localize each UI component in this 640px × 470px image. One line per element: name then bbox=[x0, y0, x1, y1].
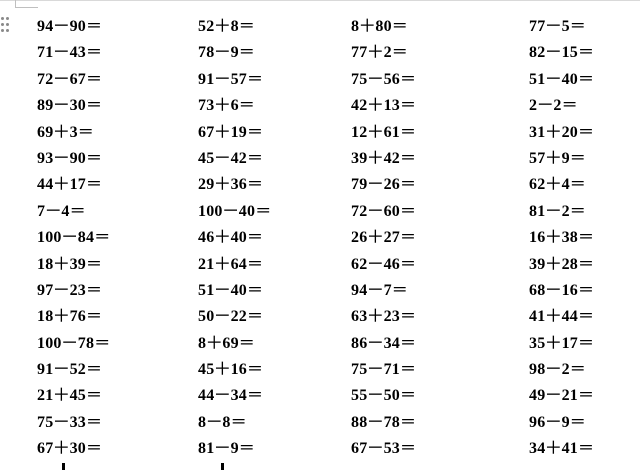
table-move-handle-icon[interactable] bbox=[1, 17, 9, 32]
problem: 69＋3＝ bbox=[37, 123, 95, 141]
problem: 18＋39＝ bbox=[37, 255, 103, 273]
problem: 86－34＝ bbox=[351, 334, 417, 352]
problem: 50－22＝ bbox=[198, 308, 264, 326]
problem: 93－90＝ bbox=[37, 149, 103, 167]
problem: 8－8＝ bbox=[198, 413, 247, 431]
page-corner-mark bbox=[15, 0, 38, 8]
problem: 44－34＝ bbox=[198, 387, 264, 405]
problem: 75－71＝ bbox=[351, 361, 417, 379]
problem: 41＋44＝ bbox=[529, 308, 595, 326]
problem: 67＋30＝ bbox=[37, 440, 103, 458]
problem: 62＋4＝ bbox=[529, 176, 587, 194]
problem: 81－2＝ bbox=[529, 202, 587, 220]
problem: 63＋23＝ bbox=[351, 308, 417, 326]
problem: 31＋20＝ bbox=[529, 123, 595, 141]
problem: 45－42＝ bbox=[198, 149, 264, 167]
problem: 2－2＝ bbox=[529, 97, 578, 115]
problem: 100－84＝ bbox=[37, 229, 111, 247]
problem: 77＋2＝ bbox=[351, 44, 409, 62]
problem: 49－21＝ bbox=[529, 387, 595, 405]
problem: 39＋42＝ bbox=[351, 149, 417, 167]
handle-dot bbox=[6, 17, 9, 20]
problem: 62－46＝ bbox=[351, 255, 417, 273]
problem: 67－53＝ bbox=[351, 440, 417, 458]
problem: 72－67＝ bbox=[37, 70, 103, 88]
problem: 8＋69＝ bbox=[198, 334, 256, 352]
problem: 45＋16＝ bbox=[198, 361, 264, 379]
problem: 75－33＝ bbox=[37, 413, 103, 431]
problem: 51－40＝ bbox=[529, 70, 595, 88]
problem: 71－43＝ bbox=[37, 44, 103, 62]
problem: 46＋40＝ bbox=[198, 229, 264, 247]
handle-dot bbox=[6, 29, 9, 32]
problem: 7－4＝ bbox=[37, 202, 86, 220]
problem: 75－56＝ bbox=[351, 70, 417, 88]
handle-dot bbox=[1, 17, 4, 20]
problem: 88－78＝ bbox=[351, 413, 417, 431]
problem: 97－23＝ bbox=[37, 281, 103, 299]
problem: 94－7＝ bbox=[351, 281, 409, 299]
problem: 55－50＝ bbox=[351, 387, 417, 405]
problem: 79－26＝ bbox=[351, 176, 417, 194]
problem: 42＋13＝ bbox=[351, 97, 417, 115]
handle-dot bbox=[1, 29, 4, 32]
problem: 73＋6＝ bbox=[198, 97, 256, 115]
problem: 94－90＝ bbox=[37, 18, 103, 35]
problem: 21＋64＝ bbox=[198, 255, 264, 273]
problem: 72－60＝ bbox=[351, 202, 417, 220]
problem: 21＋45＝ bbox=[37, 387, 103, 405]
problem: 26＋27＝ bbox=[351, 229, 417, 247]
problem: 100－40＝ bbox=[198, 202, 272, 220]
problem: 18＋76＝ bbox=[37, 308, 103, 326]
arithmetic-problem-grid bbox=[37, 14, 637, 463]
problem: 78－9＝ bbox=[198, 44, 256, 62]
problem: 82－15＝ bbox=[529, 44, 595, 62]
page-top-rule bbox=[0, 0, 640, 1]
problem: 68－16＝ bbox=[529, 281, 595, 299]
problem: 96－9＝ bbox=[529, 413, 587, 431]
problem: 57＋9＝ bbox=[529, 149, 587, 167]
cut-off-glyph bbox=[221, 463, 224, 470]
problem: 34＋41＝ bbox=[529, 440, 595, 458]
cut-off-next-row bbox=[0, 463, 640, 470]
cut-off-glyph bbox=[62, 463, 65, 470]
problem: 89－30＝ bbox=[37, 97, 103, 115]
problem: 35＋17＝ bbox=[529, 334, 595, 352]
problem: 91－52＝ bbox=[37, 361, 103, 379]
problem: 16＋38＝ bbox=[529, 229, 595, 247]
problem: 98－2＝ bbox=[529, 361, 587, 379]
problem: 81－9＝ bbox=[198, 440, 256, 458]
problem: 12＋61＝ bbox=[351, 123, 417, 141]
problem: 44＋17＝ bbox=[37, 176, 103, 194]
problem: 91－57＝ bbox=[198, 70, 264, 88]
problem: 67＋19＝ bbox=[198, 123, 264, 141]
handle-dot bbox=[1, 23, 4, 26]
handle-dot bbox=[6, 23, 9, 26]
problem: 52＋8＝ bbox=[198, 18, 256, 35]
problem: 77－5＝ bbox=[529, 18, 587, 35]
problem: 39＋28＝ bbox=[529, 255, 595, 273]
problem: 51－40＝ bbox=[198, 281, 264, 299]
problem: 8＋80＝ bbox=[351, 18, 409, 35]
problem: 100－78＝ bbox=[37, 334, 111, 352]
problem: 29＋36＝ bbox=[198, 176, 264, 194]
